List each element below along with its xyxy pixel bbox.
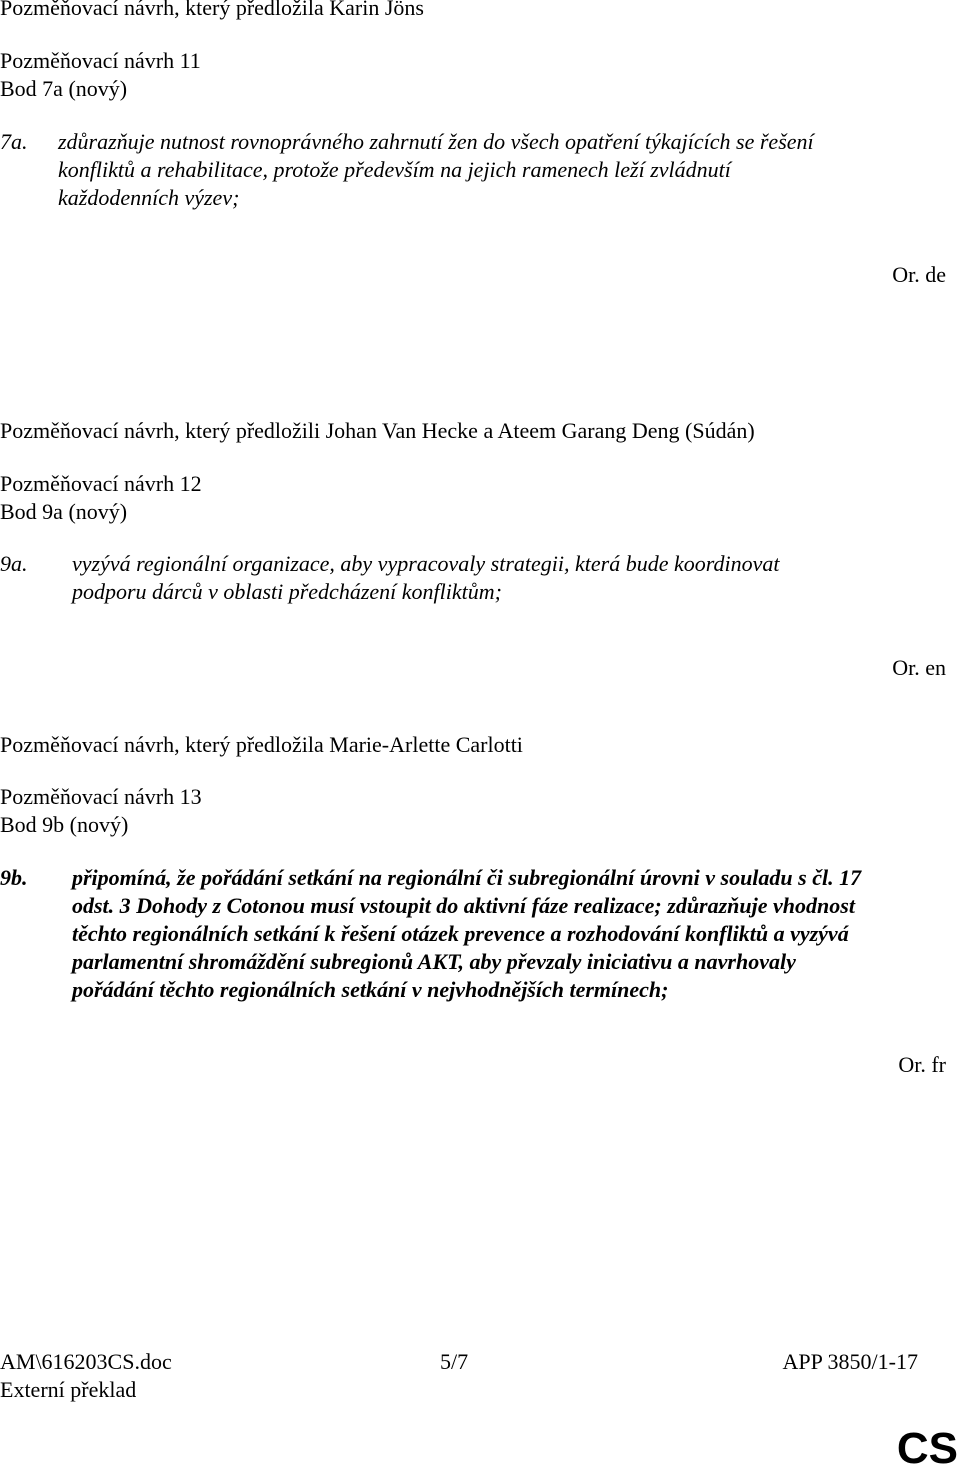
amendment-label: 7a. <box>0 129 28 154</box>
original-language: Or. fr <box>898 1052 946 1077</box>
amendment-text-line: pořádání těchto regionálních setkání v nejvhodnějších termínech; <box>72 977 669 1002</box>
amendment-label: 9a. <box>0 551 28 576</box>
footer-translation-note: Externí překlad <box>0 1377 137 1402</box>
amendment-text-line: odst. 3 Dohody z Cotonou musí vstoupit do aktivní fáze realizace; zdůrazňuje vhodnost <box>72 893 855 918</box>
footer-page-number: 5/7 <box>440 1349 469 1374</box>
amendment-text-line: konfliktů a rehabilitace, protože především na jejich ramenech leží zvládnutí <box>58 157 731 182</box>
amendment-text-line: připomíná, že pořádání setkání na regionální či subregionální úrovni v souladu s čl. 17 <box>72 865 862 890</box>
language-code: CS <box>896 1424 958 1473</box>
amendment-text-line: těchto regionálních setkání k řešení otázek prevence a rozhodování konfliktů a vyzývá <box>72 921 849 946</box>
amendment-text-line: každodenních výzev; <box>58 185 240 210</box>
amendment-number: Pozměňovací návrh 12 <box>0 471 202 496</box>
amendment-point: Bod 9a (nový) <box>0 499 128 524</box>
amendment-author: Pozměňovací návrh, který předložila Marie-Arlette Carlotti <box>0 732 523 757</box>
original-language: Or. en <box>892 655 946 680</box>
amendment-number: Pozměňovací návrh 13 <box>0 784 202 809</box>
amendment-text <box>72 864 861 1004</box>
amendment-author: Pozměňovací návrh, který předložila Karin Jöns <box>0 0 424 20</box>
amendment-number: Pozměňovací návrh 11 <box>0 48 201 73</box>
footer-doc-ref: AM\616203CS.doc <box>0 1349 172 1374</box>
amendment-text <box>72 550 779 606</box>
amendment-text-line: podporu dárců v oblasti předcházení konfliktům; <box>72 579 502 604</box>
amendment-point: Bod 7a (nový) <box>0 76 128 101</box>
amendment-label: 9b. <box>0 865 28 890</box>
amendment-text-line: parlamentní shromáždění subregionů AKT, aby převzaly iniciativu a navrhovaly <box>72 949 796 974</box>
amendment-author: Pozměňovací návrh, který předložili Johan Van Hecke a Ateem Garang Deng (Súdán) <box>0 418 755 443</box>
amendment-point: Bod 9b (nový) <box>0 812 129 837</box>
original-language: Or. de <box>892 262 946 287</box>
amendment-text-line: vyzývá regionální organizace, aby vypracovaly strategii, která bude koordinovat <box>72 551 780 576</box>
amendment-text-line: zdůrazňuje nutnost rovnoprávného zahrnutí žen do všech opatření týkajících se řešení <box>58 129 814 154</box>
footer-app-ref: APP 3850/1-17 <box>782 1349 918 1374</box>
amendment-text <box>58 128 814 212</box>
